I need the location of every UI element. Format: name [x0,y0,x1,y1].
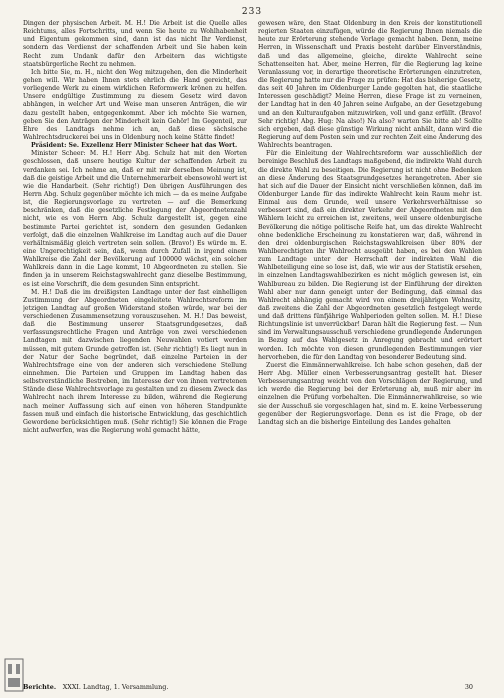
paragraph: Dingen der physischen Arbeit. M. H.! Die Arbeit ist die Quelle alles Reichtums, alles Fortschritts, und wenn Sie heute zu Wohlhabenheit und Eigentum gekommen sind, dann ist das nicht Ihr Verdienst, sondern das Verdienst der schaffenden Arbeit und Sie haben kein Recht zum Undank dafür den Arbeitern das wichtigste staatsbürgerliche Recht zu nehmen. [23,20,247,68]
paragraph: gewesen wäre, den Staat Oldenburg in den Kreis der konstitutionell regierten Staaten einzufügen, würde die Regierung Ihnen niemals die heute zur Erörterung stehende Vorlage gemacht haben. Denn, meine Herren, in Wissenschaft und Praxis besteht darüber Einverständnis, daß und das allgemeine, gleiche, direkte Wahlrecht seine Schattenseiten hat. Aber, meine Herren, für die Regierung lag keine Veranlassung vor, in derartige theoretische Erörterungen einzutreten, die Regierung hatte nur die Frage zu prüfen: Hat das bisherige Gesetz, das seit 40 Jahren im Oldenburger Lande gegolten hat, die staatliche Interessen geschädigt? Meine Herren, diese Frage ist zu verneinen, der Landtag hat in den 40 Jahren seine Aufgabe, an der Gesetzgebung und an den Kulturaufgaben mitzuwirken, voll und ganz erfüllt. (Bravo! Sehr richtig! Abg. Hug: Na also!) Na also? warten Sie bitte ab! Sollte sich ergeben, daß diese günstige Wirkung nicht anhält, dann wird die Regierung auf dem Posten sein und zur rechten Zeit eine Änderung des Wahlrechts beantragen. [258,20,482,150]
left-column [23,20,247,680]
paragraph: Ich bitte Sie, m. H., nicht den Weg mitzugehen, den die Minderheit gehen will. Wir haben Ihnen stets ehrlich die Hand gereicht, das vorliegende Werk zu einem wirklichen Reformwerk krönen zu helfen. Unsere endgültige Zustimmung zu diesem Gesetz wird davon abhängen, in welcher Art und Weise man unseren Anträgen, die wir dazu gestellt haben, entgegenkommt. Aber ich möchte Sie warnen, geben Sie den Anträgen der Minderheit kein Gehör! Im Gegenteil, zur Ehre des Landtags nehme ich an, daß diese sächsische Wahlrechtsdruckerei bei uns in Oldenburg noch keine Stätte findet! [23,68,247,141]
footer-label [23,683,168,691]
paragraph: Zuerst die Einmännerwahlkreise. Ich habe schon gesehen, daß der Herr Abg. Müller einen Verbesserungsantrag gestellt hat. Dieser Verbesserungsantrag weicht von den Vorschlägen der Regierung, und ich werde die Regierung bei der Erörterung ab, muß mir aber im einzelnen die Prüfung vorbehalten. Die Einmännerwahlkreise, so wie sie der Ausschuß sie vorgeschlagen hat, sind m. E. keine Verbesserung gegenüber der Regierungsvorlage. Denn es ist die Frage, ob der Landtag sich an die bisherige Einteilung des Landes gehalten [258,361,482,426]
footer-session: XXXI. Landtag, 1. Versammlung. [62,683,169,691]
library-stamp-icon [3,655,25,695]
paragraph: Minister Scheer: M. H.! Herr Abg. Schulz hat mit den Worten geschlossen, daß unsere heutige Kultur der schaffenden Arbeit zu verdanken sei. Ich nehme an, daß er mit mir derselben Meinung ist, daß die geistige Arbeit und die Unternehmerarbeit ebensowohl wert ist wie die Handarbeit. (Sehr richtig!) Den übrigen Ausführungen des Herrn Abg. Schulz gegenüber möchte ich mich — da es meine Aufgabe ist, die Regierungsvorlage zu vertreten — auf die Bemerkung beschränken, daß die gesetzliche Festlegung der Abgeordnetenzahl nicht, wie es von Herrn Abg. Schulz dargestellt ist, gegen eine bestimmte Partei gerichtet ist, sondern den gesunden Gedanken verfolgt, daß die einzelnen Wahlkreise im Landtag auch auf die Dauer verhältnismäßig gleich vertreten sein sollen. (Bravo!) Es würde m. E. eine Ungerechtigkeit sein, daß, wenn durch Zufall in irgend einem Wahlkreise die Zahl der Bevölkerung auf 100000 wächst, ein solcher Wahlkreis dann in die Lage kommt, 10 Abgeordneten zu stellen. Sie finden ja in unserem Reichstagswahlrecht ganz dieselbe Bestimmung, es ist eine Vorschrift, die dem gesunden Sinn entspricht. [23,150,247,288]
paragraph: M. H.! Daß die im dreißigsten Landtage unter der fast einhelligen Zustimmung der Abgeordneten eingeleitete Wahlrechtsreform im jetzigen Landtag auf großen Widerstand stoßen würde, war bei der verschiedenen Zusammensetzung vorauszusehen. M. H.! Das beweist, daß die Bestimmung unserer Staatsgrundgesetzes, daß verfassungsrechtliche Fragen und Anträge von zwei verschiedenen Landtagen mit dazwischen liegenden Neuwahlen votiert werden müssen, mit gutem Grunde getroffen ist. (Sehr richtig!) Es liegt nun in der Natur der Sache begründet, daß einzelne Parteien in der Wahlrechtsfrage eine von der anderen sich verschiedene Stellung einnehmen. Die Parteien und Gruppen im Landtag haben das selbstverständliche Bestreben, im Interesse der von ihnen vertretenen Stände diese Wahlrechtsvorlage zu gestalten und zu diesem Zweck das Wahlrecht nach ihrem Interesse zu bilden, während die Regierung nach meiner Auffassung sich auf einen von höheren Standpunkte fassen muß und einfach die historische Entwicklung, das geschichtlich Gewordene berücksichtigen muß. (Sehr richtig!) Sie können die Frage nicht aufwerfen, was die Regierung wohl gemacht hätte, [23,288,247,435]
paragraph: Für die Einleitung der Wahlrechtsreform war ausschließlich der bereinige Beschluß des Landtags maßgebend, die indirekte Wahl durch die direkte Wahl zu beseitigen. Die Regierung ist nicht ohne Bedenken an diese Änderung des Staatsgrundgesetzes herangetreten. Aber sie hat sich auf die Dauer der Einsicht nicht verschließen können, daß im Oldenburger Lande für das indirekte Wahlrecht kein Raum mehr ist. Einmal aus dem Grunde, weil unsere Verkehrsverhältnisse so verbessert sind, daß ein direkter Verkehr der Abgeordneten mit den Wählern leicht zu erreichen ist, zweitens, weil unsere oldenburgische Bevölkerung die nötige politische Reife hat, um das direkte Wahlrecht ohne bedenkliche Erscheinung zu konstatieren war, daß, während in den drei oldenburgischen Reichstagswahlkreisen über 80% der Wahlberechtigten ihr Wahlrecht ausgeübt haben, es bei den Wahlen zum Landtage unter der Herrschaft der indirekten Wahl die Wahlbeteiligung eine so lose ist, daß, wie wir aus der Statistik ersehen, in einzelnen Landtagswahlbezirken es nicht möglich gewesen ist, ein Wahlbureau zu bilden. Die Regierung ist der Einführung der direkten Wahl aber nur dann geneigt unter der Bedingung, daß einmal das Wahlrecht abhängig gemacht wird von einem dreijährigen Wohnsitz, daß zweitens die Zahl der Abgeordneten gesetzlich festgelegt werde und daß drittens fünfjährige Wahlperioden gelten sollen. M. H.! Diese Richtungslinie ist unverrückbar! Daran hält die Regierung fest. — Nun sind im Verwaltungsausschuß verschiedene grundlegende Änderungen in Bezug auf das Wahlgesetz in Anregung gebracht und erörtert worden. Ich möchte von diesen grundlegenden Bestimmungen vier hervorheben, die für den Landtag von besonderer Bedeutung sind. [258,150,482,361]
page-number: 233 [241,7,263,17]
right-column [258,20,482,680]
paragraph: Präsident: Se. Exzellenz Herr Minister Scheer hat das Wort. [31,142,238,150]
footer-section-label: Berichte. [23,683,57,691]
footer-sheet-number: 30 [464,683,473,691]
